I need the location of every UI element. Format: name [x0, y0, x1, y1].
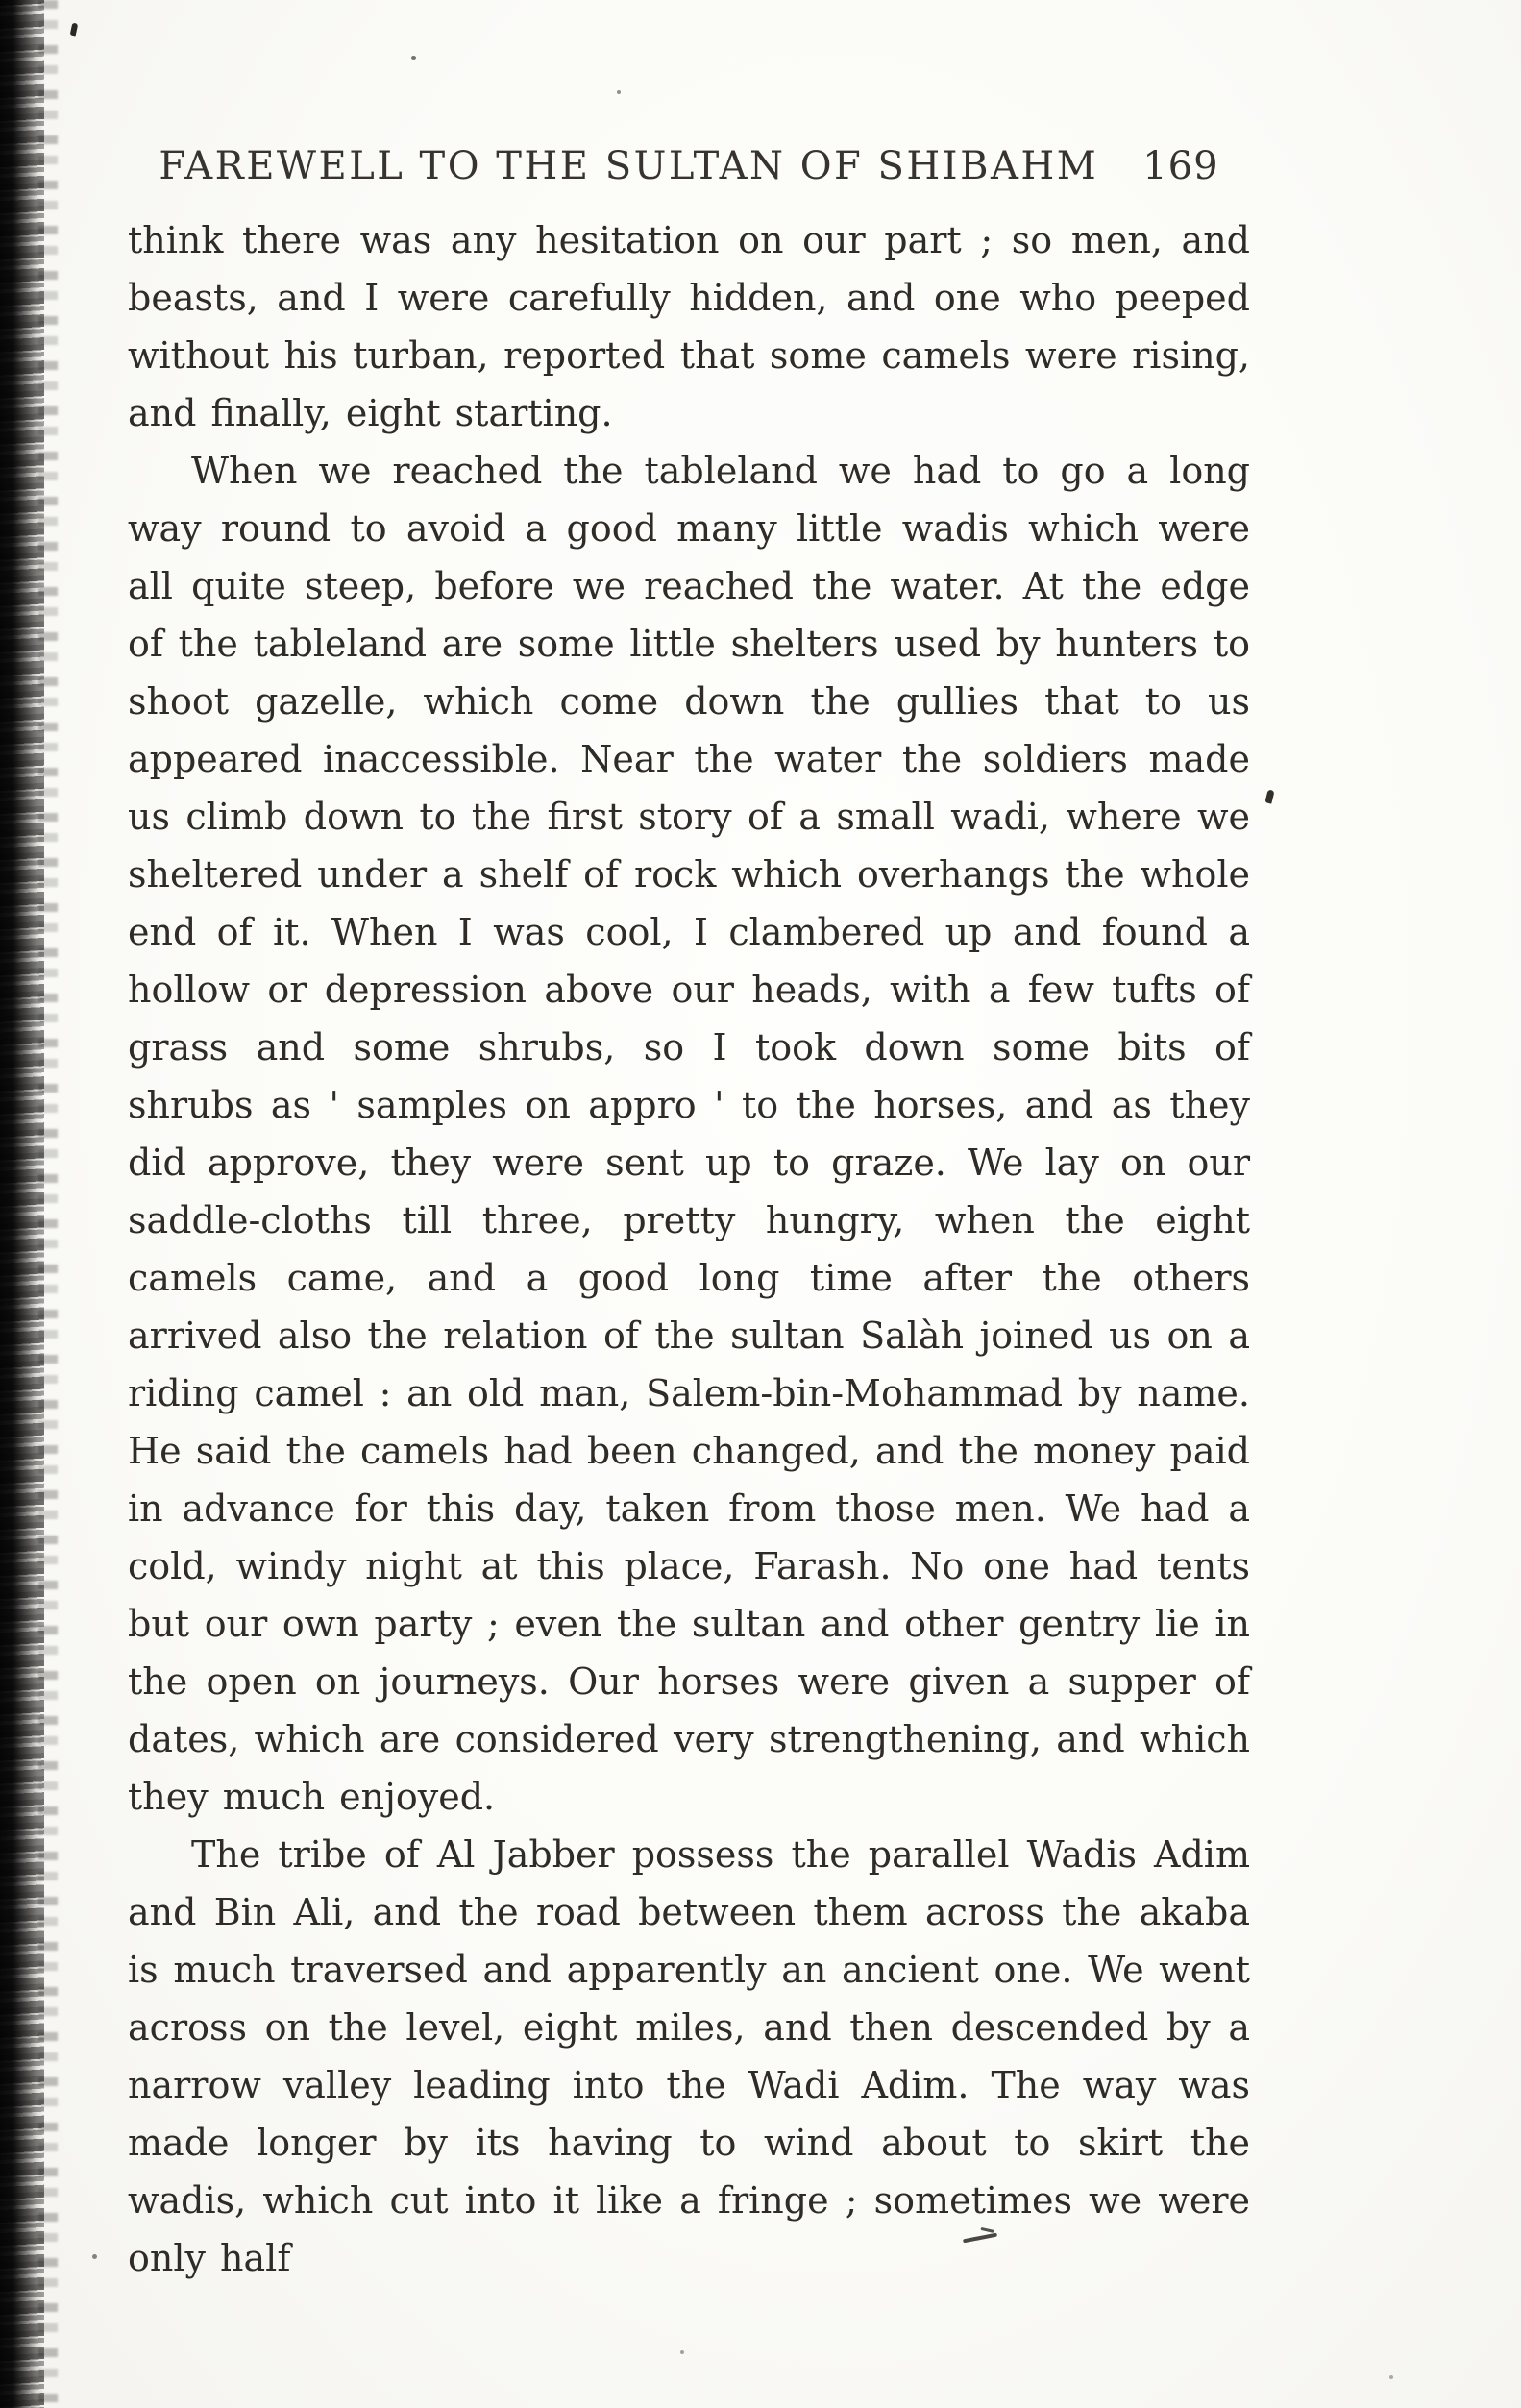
page-content [128, 144, 1250, 2287]
chapter-title: FAREWELL TO THE SULTAN OF SHIBAHM [159, 144, 1099, 188]
scan-artifact [617, 90, 621, 94]
book-binding-edge [0, 0, 44, 2408]
page-number: 169 [1142, 144, 1219, 188]
body-text [128, 211, 1250, 2287]
running-head [128, 144, 1250, 188]
paragraph: When we reached the tableland we had to go a long way round to avoid a good many little wadis which were all quite steep, before we reached the water. At the edge of the tableland are some little shelters used by hunters to shoot gazelle, which come down the gullies that to us appeared inaccessible. Near the water the soldiers made us climb down to the first story of a small wadi, where we sheltered under a shelf of rock which overhangs the whole end of it. When I was cool, I clambered up and found a hollow or depression above our heads, with a few tufts of grass and some shrubs, so I took down some bits of shrubs as ' samples on appro ' to the horses, and as they did approve, they were sent up to graze. We lay on our saddle-cloths till three, pretty hungry, when the eight camels came, and a good long time after the others arrived also the relation of the sultan Salàh joined us on a riding camel : an old man, Salem-bin-Mohammad by name. He said the camels had been changed, and the money paid in advance for this day, taken from those men. We had a cold, windy night at this place, Farash. No one had tents but our own party ; even the sultan and other gentry lie in the open on journeys. Our horses were given a supper of dates, which are considered very strengthening, and which they much enjoyed. [128, 450, 1250, 1818]
paragraph: The tribe of Al Jabber possess the parallel Wadis Adim and Bin Ali, and the road between them across the akaba is much traversed and apparently an ancient one. We went across on the level, eight miles, and then descended by a narrow valley leading into the Wadi Adim. The way was made longer by its having to wind about to skirt the wadis, which cut into it like a fringe ; sometimes we were only half [128, 1833, 1250, 2279]
scan-artifact [680, 2350, 684, 2354]
scan-artifact [92, 2254, 97, 2259]
scan-artifact [1389, 2375, 1393, 2379]
paragraph-continuation: think there was any hesitation on our part ; so men, and beasts, and I were carefully hidden, and one who peeped without his turban, reported that some camels were rising, and finally, eight starting. [128, 219, 1250, 434]
scan-artifact [1264, 789, 1274, 803]
scan-artifact [411, 56, 416, 60]
scan-artifact [70, 23, 79, 37]
